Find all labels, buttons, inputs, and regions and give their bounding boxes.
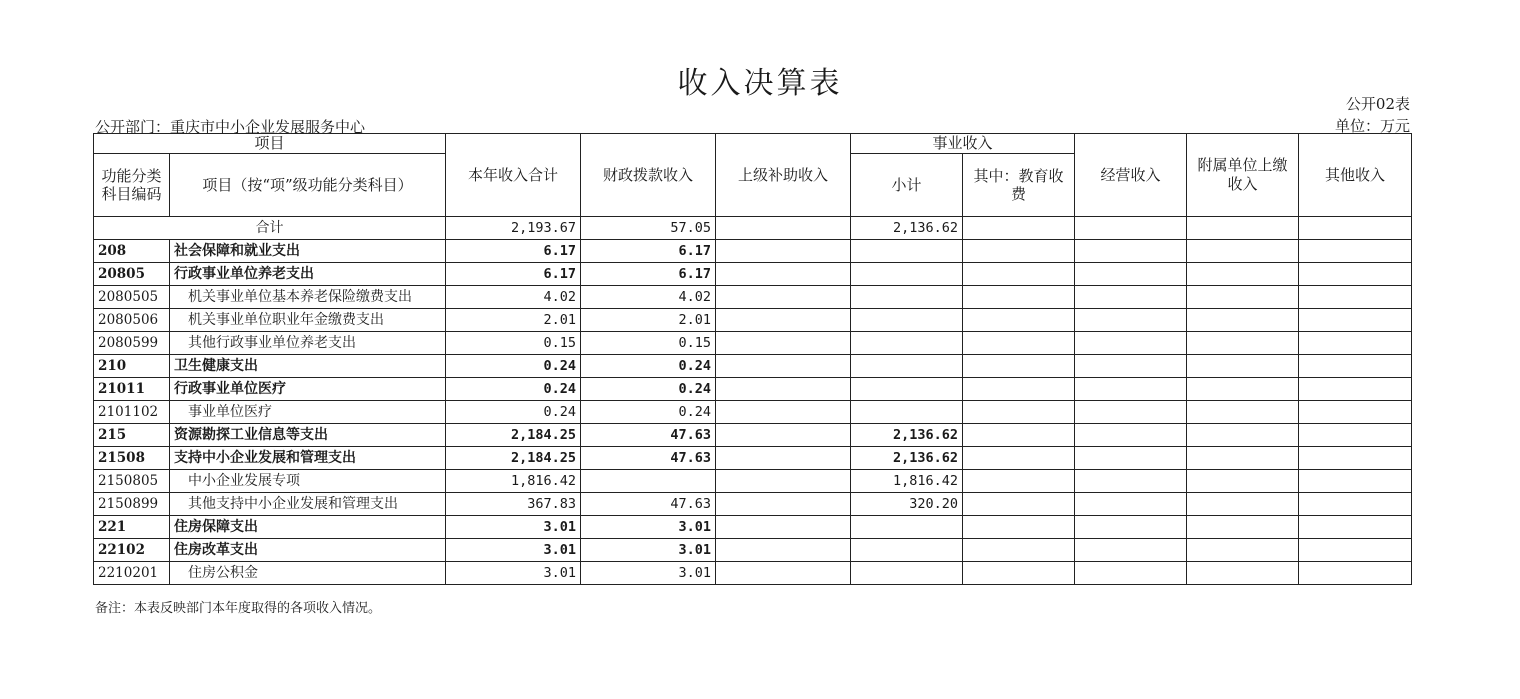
row-operating — [1075, 263, 1187, 286]
row-education — [963, 378, 1075, 401]
row-affiliated — [1187, 562, 1299, 585]
total-other — [1299, 217, 1412, 240]
header-superior: 上级补助收入 — [716, 134, 851, 217]
row-name: 资源勘探工业信息等支出 — [170, 424, 446, 447]
total-fiscal: 57.05 — [581, 217, 716, 240]
row-name: 住房保障支出 — [170, 516, 446, 539]
header-business-group: 事业收入 — [851, 134, 1075, 154]
header-fiscal: 财政拨款收入 — [581, 134, 716, 217]
row-superior — [716, 240, 851, 263]
row-education — [963, 493, 1075, 516]
row-total: 4.02 — [446, 286, 581, 309]
row-name: 住房公积金 — [170, 562, 446, 585]
row-superior — [716, 401, 851, 424]
row-name: 其他行政事业单位养老支出 — [170, 332, 446, 355]
row-fiscal: 0.24 — [581, 355, 716, 378]
row-subtotal — [851, 516, 963, 539]
row-subtotal — [851, 355, 963, 378]
header-name: 项目（按“项”级功能分类科目） — [170, 154, 446, 217]
row-education — [963, 309, 1075, 332]
row-subtotal — [851, 240, 963, 263]
row-operating — [1075, 424, 1187, 447]
table-row — [94, 539, 1412, 562]
row-operating — [1075, 493, 1187, 516]
header-subtotal: 小计 — [851, 154, 963, 217]
row-superior — [716, 447, 851, 470]
row-total: 2.01 — [446, 309, 581, 332]
row-code: 221 — [94, 516, 170, 539]
row-operating — [1075, 355, 1187, 378]
row-name: 机关事业单位基本养老保险缴费支出 — [170, 286, 446, 309]
row-other — [1299, 470, 1412, 493]
total-affiliated — [1187, 217, 1299, 240]
header-item-group: 项目 — [94, 134, 446, 154]
row-affiliated — [1187, 309, 1299, 332]
row-total: 3.01 — [446, 516, 581, 539]
row-fiscal: 6.17 — [581, 240, 716, 263]
row-superior — [716, 470, 851, 493]
row-fiscal: 3.01 — [581, 562, 716, 585]
row-other — [1299, 401, 1412, 424]
row-operating — [1075, 240, 1187, 263]
row-education — [963, 332, 1075, 355]
row-subtotal — [851, 378, 963, 401]
table-row — [94, 240, 1412, 263]
row-other — [1299, 447, 1412, 470]
row-superior — [716, 562, 851, 585]
total-subtotal: 2,136.62 — [851, 217, 963, 240]
row-code: 21508 — [94, 447, 170, 470]
income-table — [93, 133, 1412, 585]
row-code: 2150899 — [94, 493, 170, 516]
row-code: 210 — [94, 355, 170, 378]
row-other — [1299, 286, 1412, 309]
row-affiliated — [1187, 447, 1299, 470]
table-row — [94, 378, 1412, 401]
row-other — [1299, 240, 1412, 263]
row-superior — [716, 263, 851, 286]
row-affiliated — [1187, 539, 1299, 562]
row-subtotal: 1,816.42 — [851, 470, 963, 493]
row-code: 2080506 — [94, 309, 170, 332]
table-row — [94, 263, 1412, 286]
row-subtotal — [851, 332, 963, 355]
row-education — [963, 470, 1075, 493]
row-affiliated — [1187, 355, 1299, 378]
row-code: 2101102 — [94, 401, 170, 424]
row-total: 6.17 — [446, 263, 581, 286]
row-code: 208 — [94, 240, 170, 263]
row-superior — [716, 493, 851, 516]
row-total: 2,184.25 — [446, 424, 581, 447]
row-subtotal — [851, 401, 963, 424]
table-row — [94, 470, 1412, 493]
row-total: 6.17 — [446, 240, 581, 263]
row-name: 行政事业单位医疗 — [170, 378, 446, 401]
row-education — [963, 447, 1075, 470]
header-education: 其中：教育收费 — [963, 154, 1075, 217]
row-other — [1299, 355, 1412, 378]
row-education — [963, 424, 1075, 447]
row-subtotal — [851, 263, 963, 286]
row-affiliated — [1187, 516, 1299, 539]
row-subtotal: 2,136.62 — [851, 447, 963, 470]
row-code: 22102 — [94, 539, 170, 562]
row-name: 中小企业发展专项 — [170, 470, 446, 493]
row-fiscal: 2.01 — [581, 309, 716, 332]
row-education — [963, 263, 1075, 286]
row-fiscal: 3.01 — [581, 539, 716, 562]
total-row — [94, 217, 1412, 240]
table-row — [94, 424, 1412, 447]
table-body — [94, 240, 1412, 585]
row-superior — [716, 355, 851, 378]
row-other — [1299, 309, 1412, 332]
total-superior — [716, 217, 851, 240]
row-superior — [716, 378, 851, 401]
row-superior — [716, 332, 851, 355]
row-fiscal: 0.15 — [581, 332, 716, 355]
row-affiliated — [1187, 378, 1299, 401]
table-row — [94, 493, 1412, 516]
row-fiscal: 47.63 — [581, 447, 716, 470]
row-operating — [1075, 332, 1187, 355]
row-code: 215 — [94, 424, 170, 447]
row-education — [963, 516, 1075, 539]
row-other — [1299, 424, 1412, 447]
table-row — [94, 516, 1412, 539]
row-total: 367.83 — [446, 493, 581, 516]
table-row — [94, 355, 1412, 378]
row-code: 2210201 — [94, 562, 170, 585]
row-affiliated — [1187, 470, 1299, 493]
row-education — [963, 401, 1075, 424]
row-code: 2080599 — [94, 332, 170, 355]
row-other — [1299, 332, 1412, 355]
row-fiscal: 47.63 — [581, 424, 716, 447]
row-superior — [716, 424, 851, 447]
table-row — [94, 562, 1412, 585]
row-affiliated — [1187, 493, 1299, 516]
header-other: 其他收入 — [1299, 134, 1412, 217]
total-label: 合计 — [94, 217, 446, 240]
row-operating — [1075, 539, 1187, 562]
row-name: 机关事业单位职业年金缴费支出 — [170, 309, 446, 332]
row-operating — [1075, 378, 1187, 401]
row-operating — [1075, 562, 1187, 585]
row-education — [963, 355, 1075, 378]
row-education — [963, 539, 1075, 562]
page-title: 收入决算表 — [677, 66, 843, 101]
row-affiliated — [1187, 424, 1299, 447]
row-name: 事业单位医疗 — [170, 401, 446, 424]
row-name: 卫生健康支出 — [170, 355, 446, 378]
row-other — [1299, 562, 1412, 585]
row-superior — [716, 286, 851, 309]
row-operating — [1075, 309, 1187, 332]
row-name: 住房改革支出 — [170, 539, 446, 562]
row-total: 3.01 — [446, 539, 581, 562]
row-fiscal: 0.24 — [581, 401, 716, 424]
table-row — [94, 401, 1412, 424]
row-subtotal — [851, 562, 963, 585]
row-subtotal: 2,136.62 — [851, 424, 963, 447]
row-superior — [716, 539, 851, 562]
header-affiliated: 附属单位上缴收入 — [1187, 134, 1299, 217]
row-name: 其他支持中小企业发展和管理支出 — [170, 493, 446, 516]
row-superior — [716, 516, 851, 539]
row-other — [1299, 378, 1412, 401]
row-fiscal: 4.02 — [581, 286, 716, 309]
row-name: 行政事业单位养老支出 — [170, 263, 446, 286]
row-subtotal: 320.20 — [851, 493, 963, 516]
row-superior — [716, 309, 851, 332]
row-other — [1299, 516, 1412, 539]
row-total: 0.24 — [446, 378, 581, 401]
row-subtotal — [851, 309, 963, 332]
row-operating — [1075, 470, 1187, 493]
row-operating — [1075, 447, 1187, 470]
row-fiscal: 3.01 — [581, 516, 716, 539]
total-education — [963, 217, 1075, 240]
row-fiscal: 0.24 — [581, 378, 716, 401]
table-row — [94, 286, 1412, 309]
row-subtotal — [851, 286, 963, 309]
row-affiliated — [1187, 286, 1299, 309]
unit-label: 单位：万元 — [1334, 117, 1410, 135]
header-operating: 经营收入 — [1075, 134, 1187, 217]
table-row — [94, 309, 1412, 332]
row-affiliated — [1187, 332, 1299, 355]
row-code: 21011 — [94, 378, 170, 401]
row-name: 社会保障和就业支出 — [170, 240, 446, 263]
row-total: 1,816.42 — [446, 470, 581, 493]
row-fiscal — [581, 470, 716, 493]
header-total: 本年收入合计 — [446, 134, 581, 217]
row-fiscal: 6.17 — [581, 263, 716, 286]
row-total: 2,184.25 — [446, 447, 581, 470]
row-total: 0.15 — [446, 332, 581, 355]
row-fiscal: 47.63 — [581, 493, 716, 516]
row-operating — [1075, 401, 1187, 424]
row-other — [1299, 493, 1412, 516]
row-subtotal — [851, 539, 963, 562]
row-other — [1299, 263, 1412, 286]
row-education — [963, 240, 1075, 263]
row-code: 2150805 — [94, 470, 170, 493]
department-label: 公开部门：重庆市中小企业发展服务中心 — [95, 118, 366, 136]
row-code: 2080505 — [94, 286, 170, 309]
row-education — [963, 286, 1075, 309]
form-number: 公开02表 — [1345, 95, 1410, 113]
row-total: 3.01 — [446, 562, 581, 585]
total-total: 2,193.67 — [446, 217, 581, 240]
row-affiliated — [1187, 263, 1299, 286]
row-education — [963, 562, 1075, 585]
row-total: 0.24 — [446, 401, 581, 424]
row-affiliated — [1187, 240, 1299, 263]
row-name: 支持中小企业发展和管理支出 — [170, 447, 446, 470]
table-row — [94, 447, 1412, 470]
total-operating — [1075, 217, 1187, 240]
header-code: 功能分类科目编码 — [94, 154, 170, 217]
row-other — [1299, 539, 1412, 562]
row-code: 20805 — [94, 263, 170, 286]
table-row — [94, 332, 1412, 355]
row-affiliated — [1187, 401, 1299, 424]
row-total: 0.24 — [446, 355, 581, 378]
footnote: 备注：本表反映部门本年度取得的各项收入情况。 — [95, 601, 382, 616]
row-operating — [1075, 286, 1187, 309]
row-operating — [1075, 516, 1187, 539]
